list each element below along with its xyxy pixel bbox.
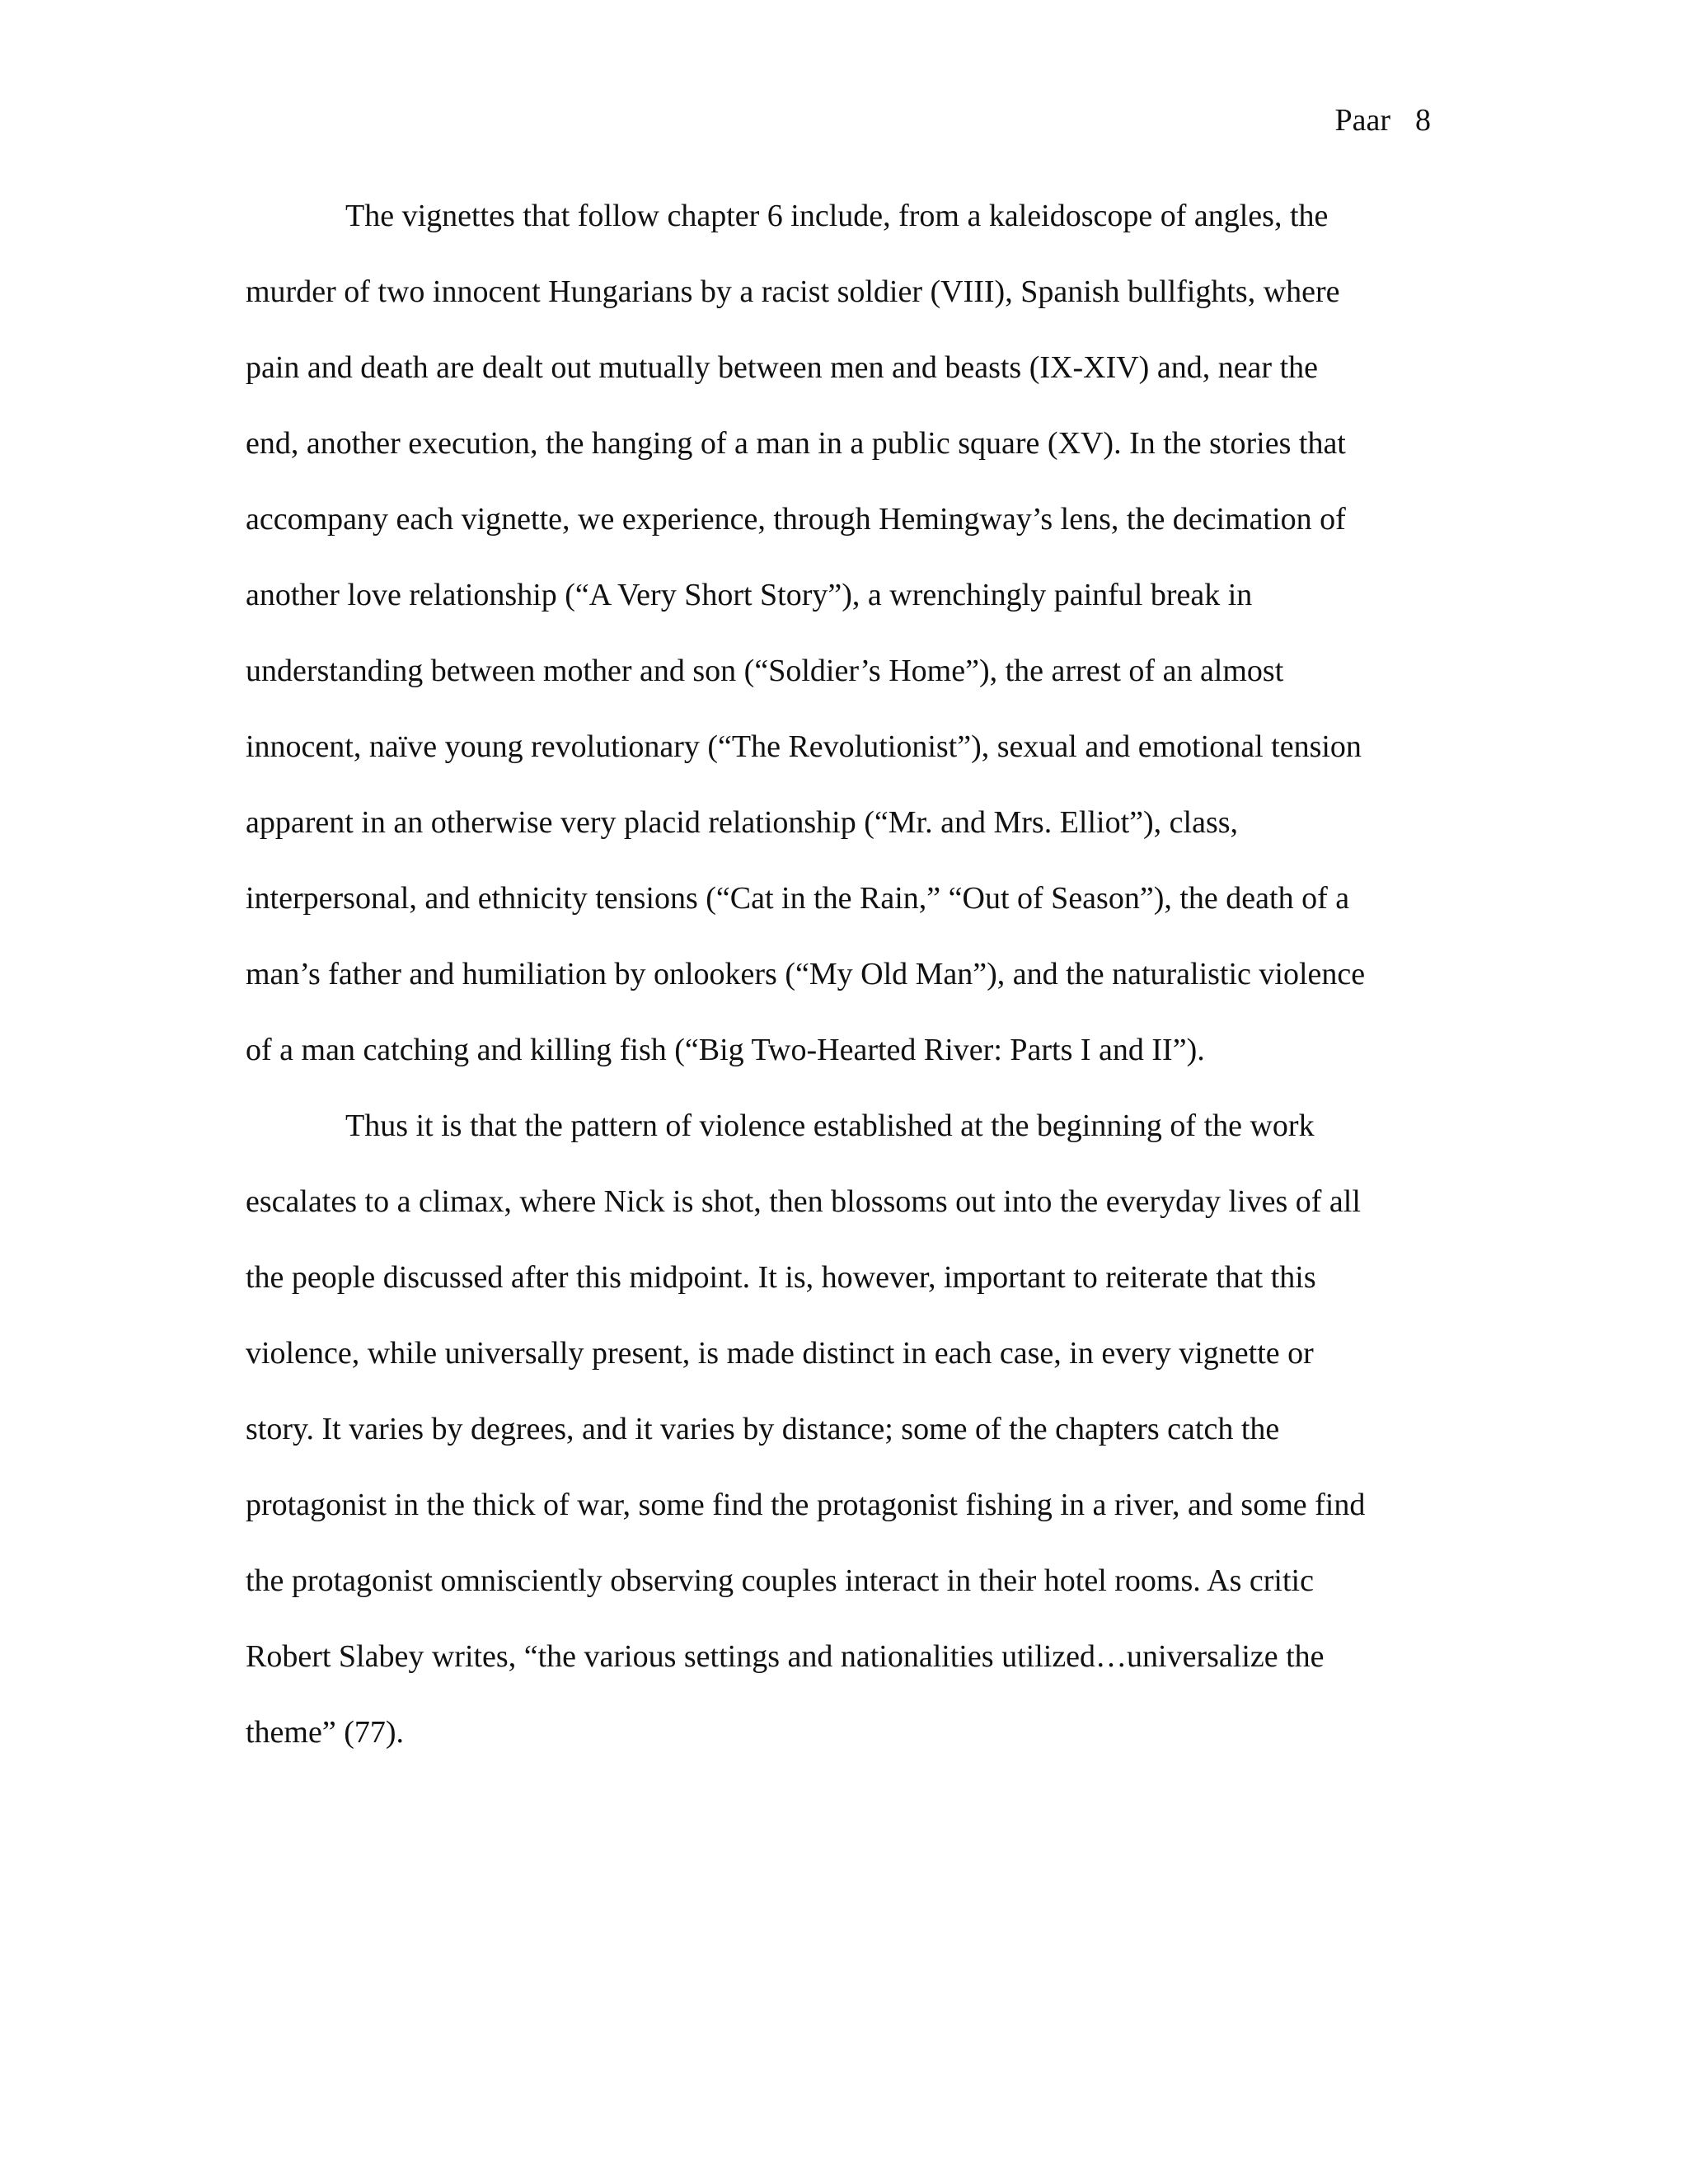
text-line: Robert Slabey writes, “the various settings and nationalities utilized…universalize the (246, 1639, 1325, 1674)
page-number: 8 (1415, 103, 1431, 138)
text-line: another love relationship (“A Very Short Story”), a wrenchingly painful break in (246, 578, 1253, 612)
text-line: pain and death are dealt out mutually between men and beasts (IX-XIV) and, near the (246, 350, 1318, 385)
paragraph-1 (246, 193, 1439, 1103)
text-line: innocent, naïve young revolutionary (“The Revolutionist”), sexual and emotional tension (246, 729, 1362, 764)
text-line: accompany each vignette, we experience, through Hemingway’s lens, the decimation of (246, 502, 1346, 537)
text-line: theme” (77). (246, 1715, 405, 1750)
text-line: end, another execution, the hanging of a man in a public square (XV). In the stories that (246, 426, 1346, 461)
text-line: story. It varies by degrees, and it varies by distance; some of the chapters catch the (246, 1412, 1280, 1446)
text-line: the protagonist omnisciently observing couples interact in their hotel rooms. As critic (246, 1563, 1314, 1598)
body-text (246, 193, 1439, 1785)
text-line: murder of two innocent Hungarians by a racist soldier (VIII), Spanish bullfights, where (246, 274, 1340, 309)
header-author: Paar (1334, 103, 1390, 138)
text-line: escalates to a climax, where Nick is shot, then blossoms out into the everyday lives of all (246, 1184, 1361, 1219)
text-line: interpersonal, and ethnicity tensions (“Cat in the Rain,” “Out of Season”), the death of a (246, 881, 1350, 916)
text-line: the people discussed after this midpoint. It is, however, important to reiterate that this (246, 1260, 1316, 1295)
text-line: understanding between mother and son (“Soldier’s Home”), the arrest of an almost (246, 654, 1284, 688)
text-line: The vignettes that follow chapter 6 include, from a kaleidoscope of angles, the (345, 199, 1329, 233)
text-line: apparent in an otherwise very placid relationship (“Mr. and Mrs. Elliot”), class, (246, 805, 1239, 840)
text-line: violence, while universally present, is made distinct in each case, in every vignette or (246, 1336, 1314, 1371)
text-line: of a man catching and killing fish (“Big Two-Hearted River: Parts I and II”). (246, 1033, 1205, 1067)
running-header (1334, 97, 1431, 143)
text-line: protagonist in the thick of war, some find the protagonist fishing in a river, and some find (246, 1488, 1366, 1522)
paragraph-2 (246, 1103, 1439, 1785)
text-line: man’s father and humiliation by onlookers (“My Old Man”), and the naturalistic violence (246, 957, 1366, 991)
text-line: Thus it is that the pattern of violence established at the beginning of the work (345, 1108, 1315, 1143)
